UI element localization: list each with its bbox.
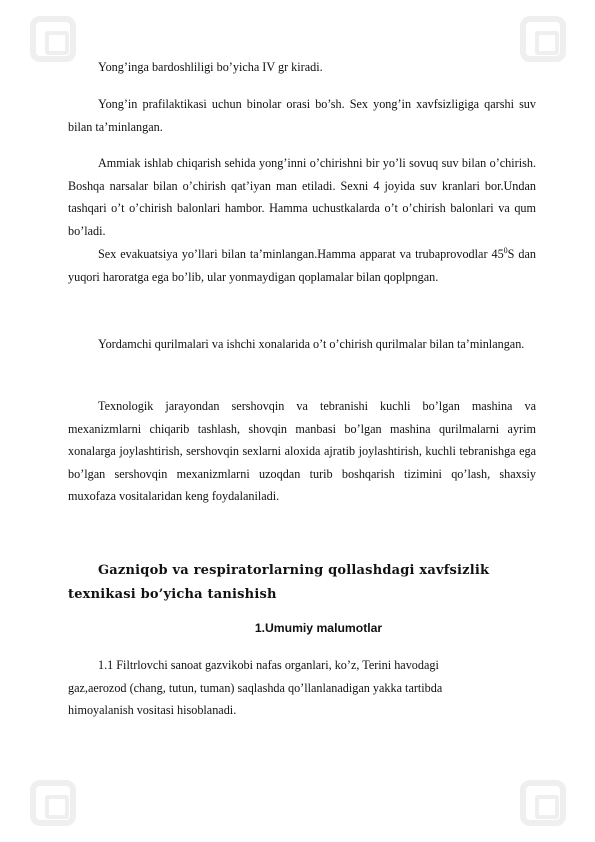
- heading-text: Gazniqob va respiratorlarning qollashdagi xavfsizlik texnikasi bo’yicha tanishish: [68, 563, 490, 602]
- paragraph-auxiliary-equipment: [68, 333, 536, 356]
- paragraph-line: gaz,aerozod (chang, tutun, tuman) saqlashda qo’llanlanadigan yakka tartibda: [68, 680, 443, 695]
- paragraph-fire-prevention: [68, 93, 536, 138]
- paragraph-text: Yong’in prafilaktikasi uchun binolar orasi bo’sh. Sex yong’in xavfsizligiga qarshi suv bilan ta’minlangan.: [68, 97, 536, 134]
- paragraph-evacuation: [68, 240, 536, 288]
- paragraph-text: Ammiak ishlab chiqarish sehida yong’inni o’chirishni bir yo’li sovuq suv bilan o’chirish. Boshqa narsalar bilan o’chirish qat’iyan man etiladi. Sexni 4 joyida suv kranlari bor.Undan tashqari o’t o’chirish balonlari hambor. Hamma uchustkalarda o’t o’chirish balonlari va qum bo’ladi.: [68, 156, 536, 238]
- paragraph-ammonia-extinguishing: [68, 152, 536, 242]
- paragraph-text: Yordamchi qurilmalari va ishchi xonalarida o’t o’chirish qurilmalar bilan ta’minlangan.: [98, 337, 525, 351]
- paragraph-noise-vibration: [68, 395, 536, 508]
- degree-superscript: 0: [503, 246, 508, 255]
- paragraph-line: 1.1 Filtrlovchi sanoat gazvikobi nafas organlari, ko’z, Terini havodagi: [98, 658, 439, 672]
- paragraph-text: Texnologik jarayondan sershovqin va tebranishi kuchli bo’lgan mashina va mexanizmlarni chiqarib tashlash, shovqin manbasi bo’lgan mashina qurilmalarni ayrim xonalarga joylashtirish, sershovqin sexlarni aloxida ajratib joylashtirish, kuchli tebranishga ega bo’lgan sershovqin mexanizmlarni uzoqdan turib boshqarish tizimini qo’lash, shaxsiy muxofaza vositalaridan keng foydalaniladi.: [68, 399, 536, 503]
- paragraph-fire-resistance: [68, 56, 536, 79]
- paragraph-filtering-gasmask: [68, 654, 538, 722]
- paragraph-text: Yong’inga bardoshliligi bo’yicha IV gr kiradi.: [98, 60, 323, 74]
- paragraph-line: himoyalanish vositasi hisoblanadi.: [68, 703, 237, 717]
- section-heading: [68, 559, 538, 607]
- watermark-icon: [30, 780, 76, 826]
- paragraph-text-part: Sex evakuatsiya yo’llari bilan ta’minlangan.Hamma apparat va trubaprovodlar 45: [98, 247, 504, 262]
- watermark-icon: [520, 780, 566, 826]
- subsection-heading: 1.Umumiy malumotlar: [254, 621, 383, 635]
- paragraph-text-part: S dan yuqori haroratga ega bo’lib, ular yonmaydigan qoplamalar bilan qoplpngan.: [68, 247, 537, 284]
- paragraph-text: [68, 240, 536, 288]
